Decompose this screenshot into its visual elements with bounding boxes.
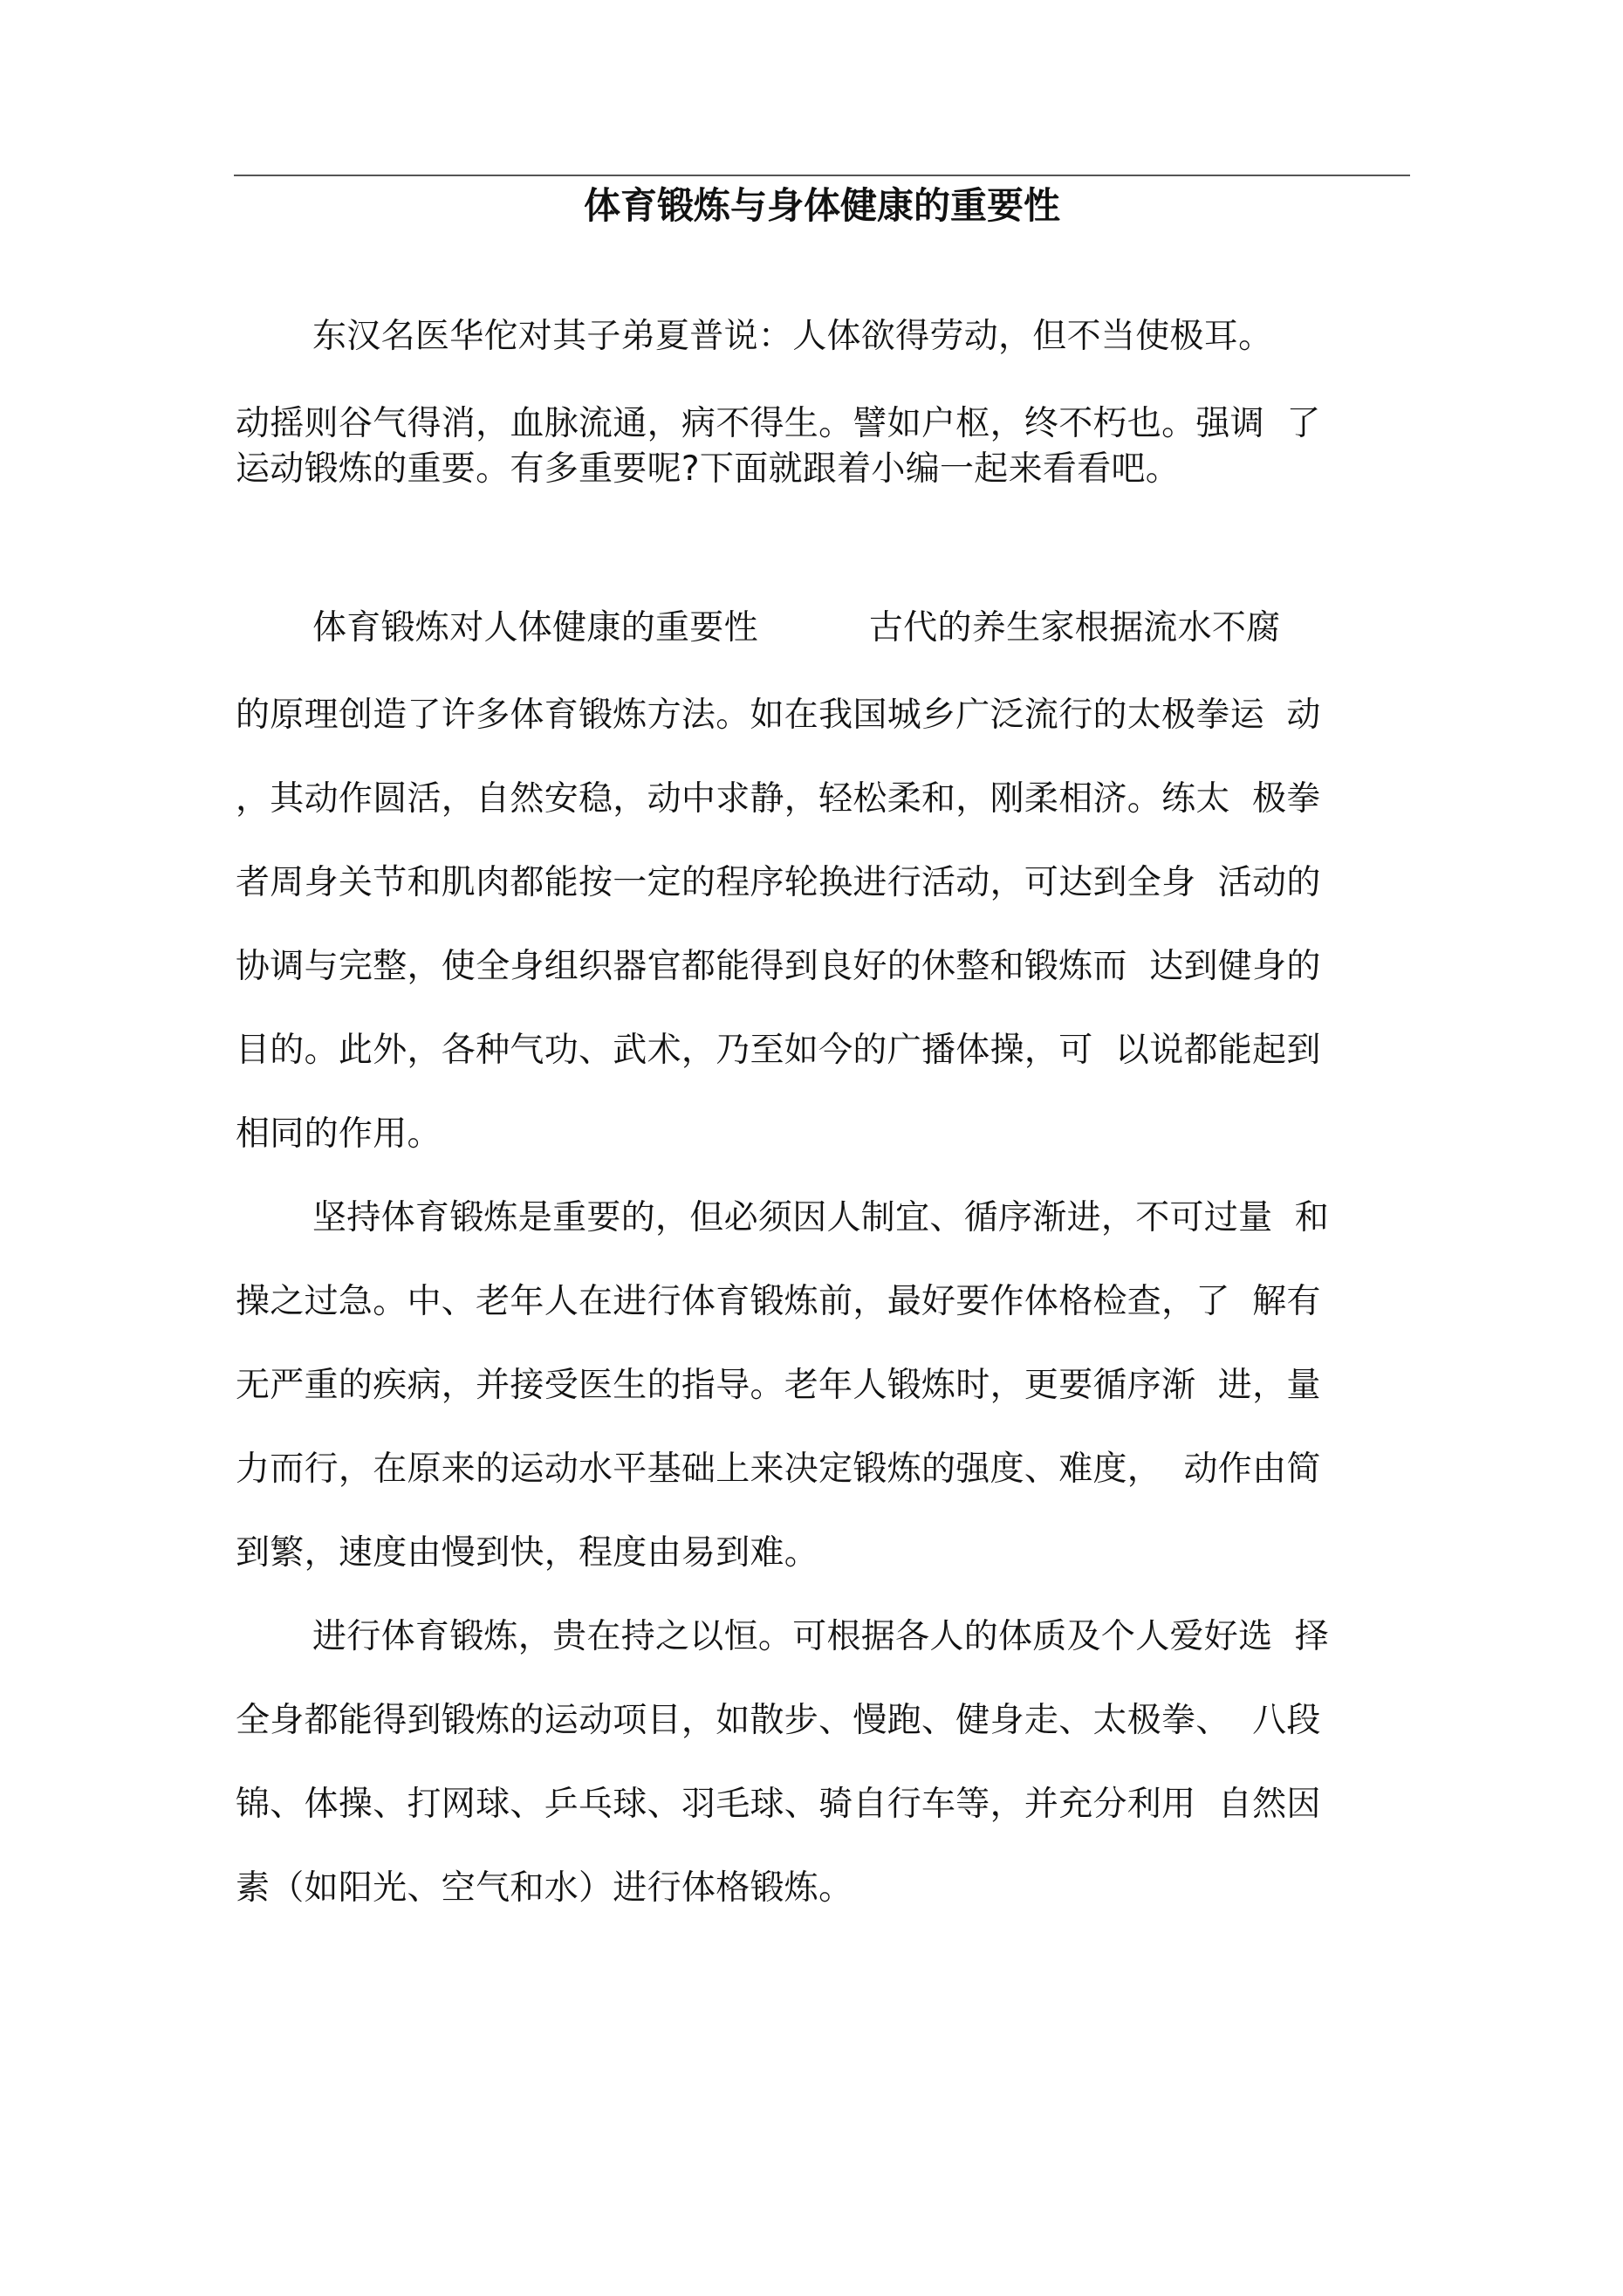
- paragraph-line: 体育锻炼对人体健康的重要性 古代的养生家根据流水不腐: [312, 608, 1281, 648]
- paragraph-line: 无严重的疾病，并接受医生的指导。老年人锻炼时，更要循序渐 进，量: [236, 1366, 1321, 1405]
- paragraph-line: 动摇则谷气得消，血脉流通，病不得生。譬如户枢，终不朽也。强调 了: [236, 404, 1321, 443]
- header-rule: [234, 175, 1410, 176]
- paragraph-line: 到繁，速度由慢到快，程度由易到难。: [236, 1533, 819, 1573]
- paragraph-line: 操之过急。中、老年人在进行体育锻炼前，最好要作体格检查，了 解有: [236, 1282, 1321, 1321]
- paragraph-line: 相同的作用。: [236, 1114, 442, 1154]
- paragraph-line: 锦、体操、打网球、乒乓球、羽毛球、骑自行车等，并充分利用 自然因: [236, 1785, 1321, 1824]
- paragraph-line: 运动锻炼的重要。有多重要呢?下面就跟着小编一起来看看吧。: [236, 449, 1181, 489]
- document-title: 体育锻炼与身体健康的重要性: [583, 184, 1060, 227]
- paragraph-line: 目的。此外，各种气功、武术，乃至如今的广播体操，可 以说都能起到: [236, 1031, 1321, 1070]
- paragraph-line: 坚持体育锻炼是重要的，但必须因人制宜、循序渐进，不可过量 和: [312, 1198, 1330, 1237]
- paragraph-line: 力而行，在原来的运动水平基础上来决定锻炼的强度、难度， 动作由简: [236, 1450, 1321, 1489]
- paragraph-line: 者周身关节和肌肉都能按一定的程序轮换进行活动，可达到全身 活动的: [236, 863, 1321, 902]
- paragraph-line: 素（如阳光、空气和水）进行体格锻炼。: [236, 1868, 853, 1908]
- paragraph-line: ，其动作圆活，自然安稳，动中求静，轻松柔和，刚柔相济。练太 极拳: [236, 779, 1321, 819]
- paragraph-line: 的原理创造了许多体育锻炼方法。如在我国城乡广泛流行的太极拳运 动: [236, 696, 1321, 735]
- paragraph-line: 全身都能得到锻炼的运动项目，如散步、慢跑、健身走、太极拳、 八段: [236, 1701, 1321, 1740]
- paragraph-line: 东汉名医华佗对其子弟夏普说：人体欲得劳动，但不当使极耳。: [312, 317, 1273, 356]
- paragraph-line: 协调与完整，使全身组织器官都能得到良好的休整和锻炼而 达到健身的: [236, 947, 1321, 986]
- paragraph-line: 进行体育锻炼，贵在持之以恒。可根据各人的体质及个人爱好选 择: [312, 1617, 1330, 1656]
